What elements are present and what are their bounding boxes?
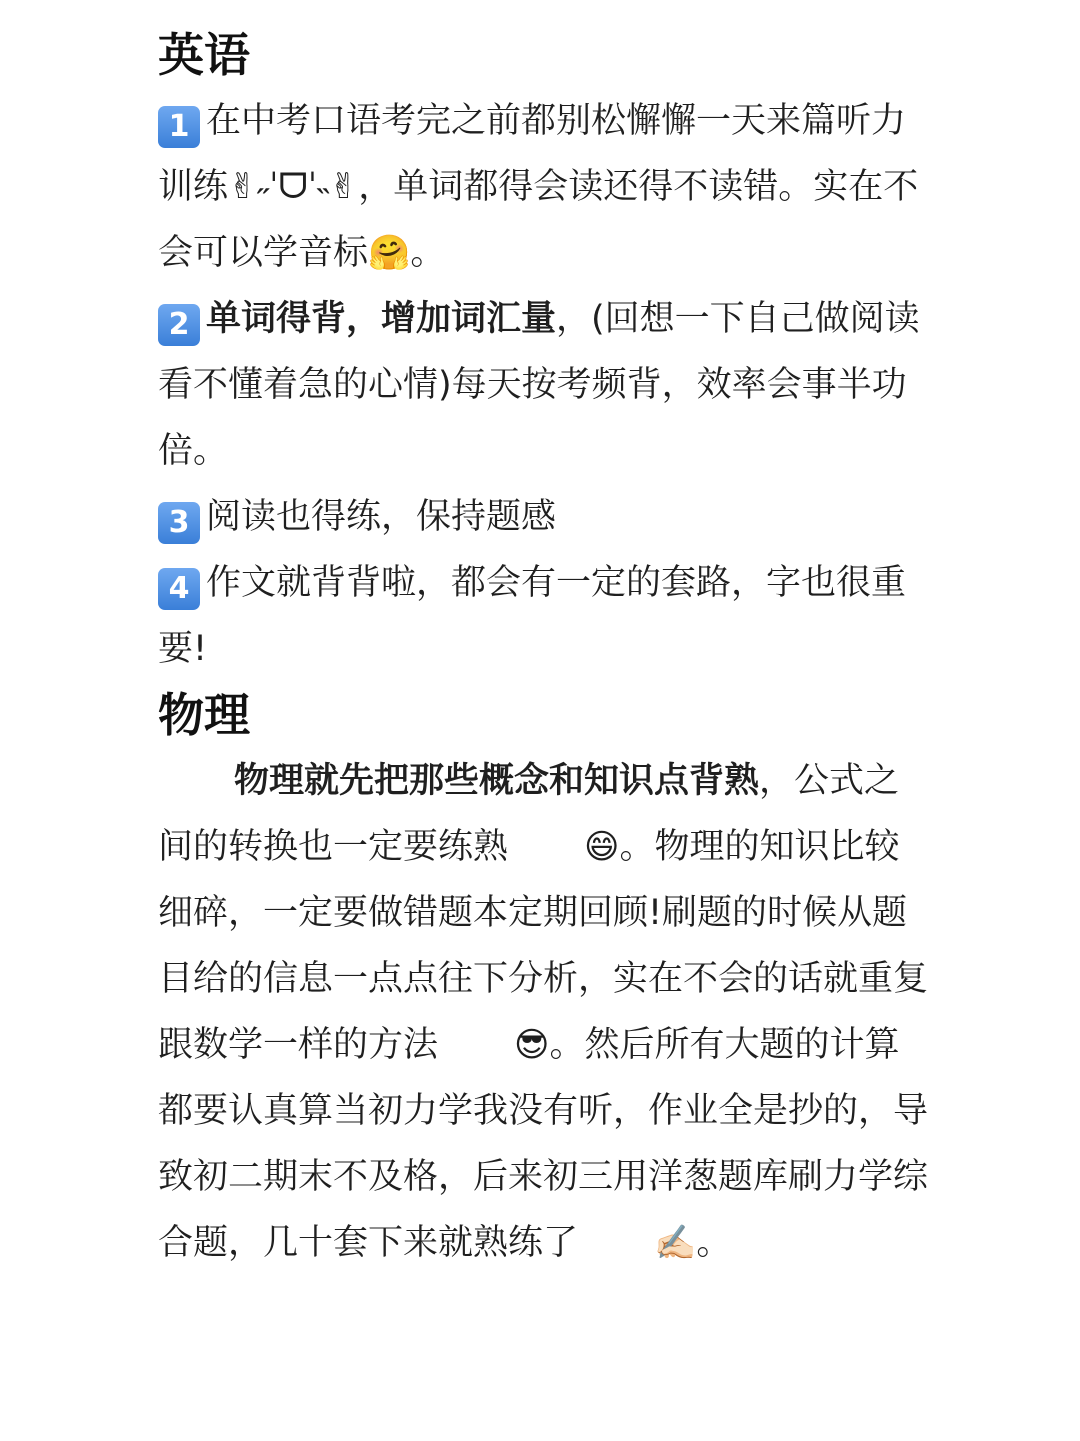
physics-text-3: 。然后所有大题的计算都要认真算当初力学我没有听，作业全是抄的，导致初二期末不及格，后来初三用洋葱题库刷力学综合题，几十套下来就熟练了 [158, 1025, 929, 1263]
item-1-text: 在中考口语考完之前都别松懈懈一天来篇听力训练✌︎˶ˈᗜˈ˵✌︎，单词都得会读还得不读错。实在不会可以学音标 [158, 101, 919, 273]
number-2-badge-icon: 2 [158, 304, 200, 346]
physics-paragraph [158, 748, 928, 1276]
item-1-tail: 。 [410, 233, 446, 273]
physics-text-1: ，公式之间的转换也一定要练熟 [158, 761, 900, 867]
section-heading-physics: 物理 [158, 688, 250, 742]
physics-bold-text: 物理就先把那些概念和知识点背熟 [234, 761, 760, 801]
number-4-badge-icon: 4 [158, 568, 200, 610]
article [158, 22, 928, 1276]
grinning-face-icon: 😄 [584, 827, 620, 867]
item-3-text: 阅读也得练，保持题感 [206, 497, 557, 537]
list-item-1 [158, 88, 928, 286]
item-2-bold-text: 单词得背，增加词汇量 [206, 299, 557, 339]
list-item-2 [158, 286, 928, 484]
list-item-4 [158, 550, 928, 682]
item-2-tail: 倍。 [158, 431, 229, 471]
writing-hand-icon: ✍🏻 [654, 1223, 697, 1263]
sunglasses-face-icon: 😎 [514, 1025, 550, 1065]
section-heading-english: 英语 [158, 28, 250, 82]
number-1-badge-icon: 1 [158, 106, 200, 148]
number-3-badge-icon: 3 [158, 502, 200, 544]
physics-tail: 。 [696, 1223, 732, 1263]
physics-text-2: 。物理的知识比较细碎，一定要做错题本定期回顾!刷题的时候从题目给的信息一点点往下分析，实在不会的话就重复跟数学一样的方法 [158, 827, 929, 1065]
hugging-face-icon: 🤗 [368, 233, 411, 273]
list-item-3 [158, 484, 928, 550]
item-4-text: 作文就背背啦，都会有一定的套路，字也很重要! [158, 563, 907, 669]
item-2-text: ，(回想一下自己做阅读看不懂着急的心情)每天按考频背，效率会事半功 [158, 299, 920, 405]
